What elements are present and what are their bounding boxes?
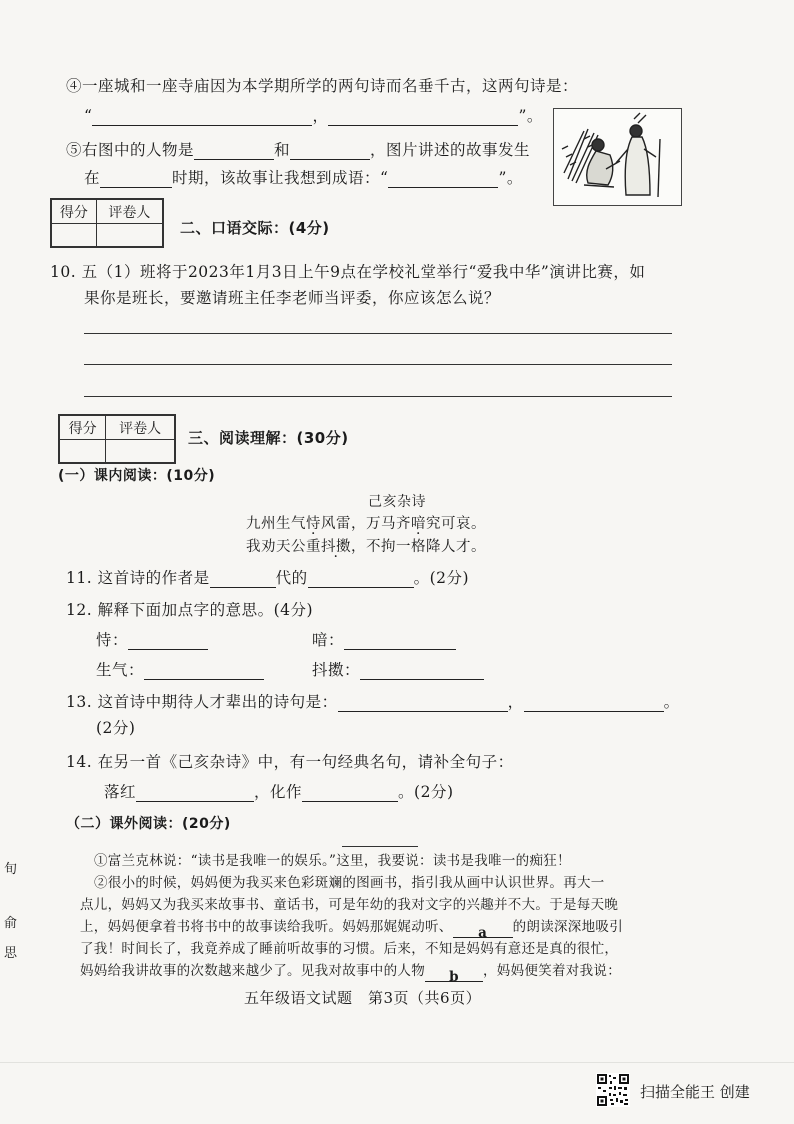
answer-blank[interactable] bbox=[388, 172, 498, 188]
q9-item4-text: ④一座城和一座寺庙因为本学期所学的两句诗而名垂千古，这两句诗是： bbox=[66, 77, 579, 95]
divider bbox=[0, 1062, 794, 1063]
passage-p2-line2: 点儿，妈妈又为我买来故事书、童话书，可是年幼的我对文字的兴趣并不大。于是每天晚 bbox=[80, 897, 619, 913]
item5-text: 在 bbox=[84, 169, 101, 187]
item5-text: ，图片讲述的故事发生 bbox=[370, 141, 531, 159]
q13-text: 。 bbox=[663, 693, 680, 711]
q12-dousou bbox=[312, 660, 484, 680]
passage-p2-line1: ②很小的时候，妈妈便为我买来色彩斑斓的图画书，指引我从画中认识世界。再大一 bbox=[94, 875, 605, 891]
page-footer: 五年级语文试题 第3页（共6页） bbox=[244, 989, 482, 1007]
poem-text: 究可哀。 bbox=[426, 516, 486, 532]
dotted-char-dousou: 抖擞 bbox=[321, 539, 351, 555]
passage-text: 的朗读深深地吸引 bbox=[512, 919, 624, 935]
reviewer-cell[interactable] bbox=[96, 224, 162, 247]
answer-blank[interactable] bbox=[302, 786, 398, 802]
answer-blank[interactable] bbox=[144, 664, 264, 680]
passage-p2-line4: 了我！时间长了，我竟养成了睡前听故事的习惯。后来，不知是妈妈有意还是真的很忙， bbox=[80, 941, 619, 957]
q9-item4-answer-line bbox=[84, 106, 543, 126]
passage-text: 上，妈妈便拿着书将书中的故事读给我听。妈妈那娓娓动听、 bbox=[80, 919, 453, 935]
margin-char: 思 bbox=[4, 946, 18, 961]
open-quote: “ bbox=[84, 107, 93, 125]
passage-p2-line5 bbox=[80, 961, 621, 985]
q9-item5-line1 bbox=[66, 140, 530, 160]
watermark-text: 扫描全能王 创建 bbox=[640, 1083, 750, 1101]
q13-text: 13. 这首诗中期待人才辈出的诗句是： bbox=[66, 693, 338, 711]
answer-blank[interactable] bbox=[92, 110, 312, 126]
q12-shengqi bbox=[96, 660, 264, 680]
passage-title-blank[interactable] bbox=[342, 846, 418, 847]
passage-p2-line3 bbox=[80, 917, 624, 941]
q12-label: 抖擞： bbox=[312, 661, 361, 679]
item5-and: 和 bbox=[274, 141, 291, 159]
answer-blank[interactable] bbox=[194, 144, 274, 160]
score-label: 得分 bbox=[52, 200, 97, 224]
score-label: 得分 bbox=[60, 416, 106, 440]
answer-blank[interactable] bbox=[308, 572, 414, 588]
part1-title: (一）课内阅读：(10分) bbox=[58, 468, 216, 484]
answer-blank[interactable] bbox=[328, 110, 518, 126]
q13-text: ， bbox=[507, 693, 524, 711]
q14-text: 落红 bbox=[104, 783, 137, 801]
answer-blank[interactable] bbox=[136, 786, 254, 802]
margin-char: 俞 bbox=[4, 916, 18, 931]
q12-shi bbox=[96, 630, 208, 650]
answer-blank[interactable] bbox=[524, 696, 664, 712]
blank-a[interactable]: a bbox=[453, 923, 513, 938]
q12-yin bbox=[312, 630, 456, 650]
part2-title: （二）课外阅读：(20分) bbox=[66, 816, 231, 832]
item5-text: ⑤右图中的人物是 bbox=[66, 141, 195, 159]
poem-title: 己亥杂诗 bbox=[368, 494, 426, 510]
answer-blank[interactable] bbox=[128, 634, 208, 650]
q11-text: 。(2分) bbox=[413, 569, 470, 587]
two-figures-image bbox=[554, 109, 681, 205]
section3-title: 三、阅读理解：(30分) bbox=[188, 429, 349, 447]
answer-line[interactable] bbox=[84, 333, 672, 334]
poem-line-1 bbox=[246, 514, 486, 534]
dotted-char-yin: 喑 bbox=[411, 516, 426, 532]
score-cell[interactable] bbox=[60, 440, 106, 463]
item5-text: ”。 bbox=[498, 169, 523, 187]
q13 bbox=[66, 692, 680, 712]
q14-text: 。(2分) bbox=[398, 783, 454, 801]
answer-blank[interactable] bbox=[100, 172, 172, 188]
close-quote: ”。 bbox=[518, 107, 543, 125]
passage-text: 妈妈给我讲故事的次数越来越少了。见我对故事中的人物 bbox=[80, 963, 425, 979]
q14-fill bbox=[104, 782, 454, 802]
reviewer-label: 评卷人 bbox=[96, 200, 162, 224]
q14-text: ，化作 bbox=[254, 783, 303, 801]
q9-item5-line2 bbox=[84, 168, 523, 188]
answer-line[interactable] bbox=[84, 396, 672, 397]
passage-text: ，妈妈便笑着对我说： bbox=[483, 963, 621, 979]
margin-char: 旬 bbox=[4, 862, 18, 877]
q11 bbox=[66, 568, 469, 588]
reviewer-label: 评卷人 bbox=[106, 416, 175, 440]
q12-label: 喑： bbox=[312, 631, 345, 649]
q14: 14. 在另一首《己亥杂诗》中，有一句经典名句，请补全句子： bbox=[66, 753, 514, 771]
section2-title: 二、口语交际：(4分) bbox=[180, 219, 330, 237]
score-box bbox=[50, 198, 164, 248]
q11-text: 11. 这首诗的作者是 bbox=[66, 569, 210, 587]
poem-text: ，不拘一格降人才。 bbox=[351, 539, 486, 555]
answer-blank[interactable] bbox=[360, 664, 484, 680]
q12-label: 生气： bbox=[96, 661, 145, 679]
passage-p1: ①富兰克林说：“读书是我唯一的娱乐。”这里，我要说：读书是我唯一的痴狂！ bbox=[94, 853, 571, 869]
q10-line2: 果你是班长，要邀请班主任李老师当评委，你应该怎么说？ bbox=[84, 289, 501, 307]
q10-line1: 10. 五（1）班将于2023年1月3日上午9点在学校礼堂举行“爱我中华”演讲比赛，如 bbox=[50, 263, 646, 281]
q11-text: 代的 bbox=[275, 569, 308, 587]
reviewer-cell[interactable] bbox=[106, 440, 175, 463]
score-box bbox=[58, 414, 176, 464]
answer-blank[interactable] bbox=[290, 144, 370, 160]
poem-text: 我劝天公重 bbox=[246, 539, 321, 555]
poem-line-2 bbox=[246, 537, 486, 557]
answer-blank[interactable] bbox=[344, 634, 456, 650]
item5-text: 时期，该故事让我想到成语：“ bbox=[172, 169, 389, 187]
poem-text: 风雷，万马齐 bbox=[321, 516, 411, 532]
poem-text: 九州生气 bbox=[246, 516, 306, 532]
blank-b[interactable]: b bbox=[425, 967, 483, 982]
dotted-char-shi: 恃 bbox=[306, 516, 321, 532]
comma: ， bbox=[312, 107, 329, 125]
qr-code-graphic bbox=[596, 1073, 630, 1107]
q12-label: 恃： bbox=[96, 631, 129, 649]
answer-line[interactable] bbox=[84, 364, 672, 365]
story-illustration bbox=[553, 108, 682, 206]
qr-code-icon bbox=[596, 1073, 630, 1107]
q13-score: (2分) bbox=[96, 719, 136, 737]
score-cell[interactable] bbox=[52, 224, 97, 247]
answer-blank[interactable] bbox=[338, 696, 508, 712]
q12: 12. 解释下面加点字的意思。(4分) bbox=[66, 601, 314, 619]
answer-blank[interactable] bbox=[210, 572, 276, 588]
